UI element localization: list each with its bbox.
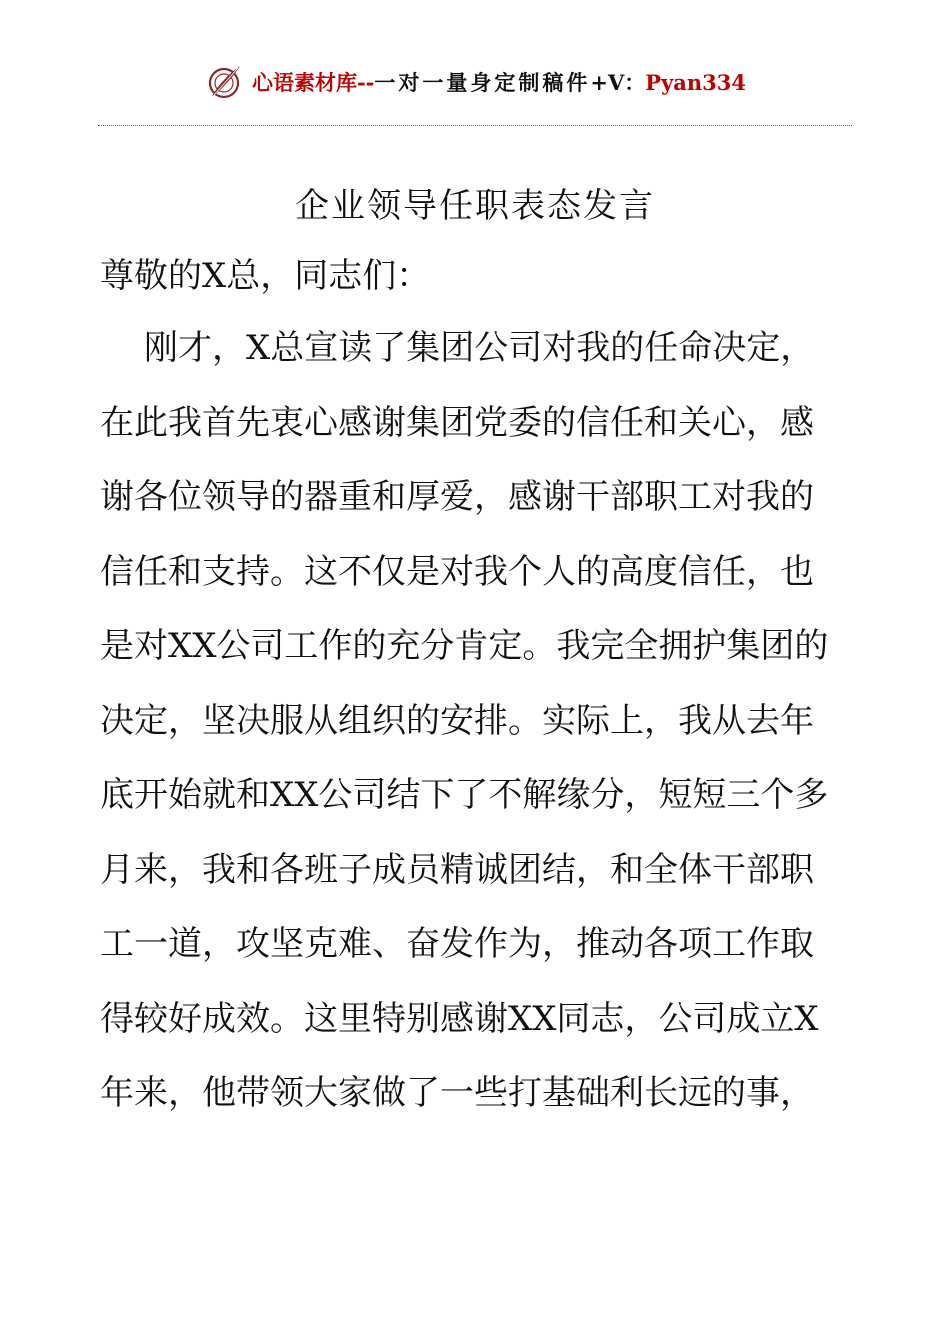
- body-paragraph: [100, 320, 860, 1140]
- body-line: 年来，他带领大家做了一些打基础利长远的事，: [100, 1073, 814, 1113]
- body-line: 决定，坚决服从组织的安排。实际上，我从去年: [100, 700, 814, 741]
- body-line: 信任和支持。这不仅是对我个人的高度信任，也: [100, 551, 814, 592]
- body-line: 是对XX公司工作的充分肯定。我完全拥护集团的: [100, 626, 829, 666]
- header-slogan: 一对一量身定制稿件: [374, 69, 591, 95]
- brand-name: 心语素材库: [251, 69, 357, 95]
- body-line: 得较好成效。这里特别感谢XX同志，公司成立X: [100, 998, 819, 1039]
- quill-pen-logo-icon: [204, 62, 244, 102]
- body-line: 在此我首先衷心感谢集团党委的信任和关心，感: [100, 402, 814, 443]
- contact-label: +V：: [590, 69, 646, 95]
- body-line: 谢各位领导的器重和厚爱，感谢干部职工对我的: [100, 477, 814, 517]
- salutation: 尊敬的X总，同志们：: [100, 256, 431, 296]
- header-divider: [98, 125, 852, 126]
- body-line: 刚才，X总宣读了集团公司对我的任命决定，: [144, 328, 815, 368]
- contact-id: Pyan334: [645, 69, 747, 95]
- document-title: 企业领导任职表态发言: [295, 186, 655, 226]
- page-header: [98, 56, 852, 108]
- body-line: 底开始就和XX公司结下了不解缘分，短短三个多: [100, 775, 829, 815]
- body-line: 工一道，攻坚克难、奋发作为，推动各项工作取: [100, 924, 814, 964]
- header-banner: [251, 69, 747, 95]
- header-separator: --: [356, 69, 375, 95]
- body-line: 月来，我和各班子成员精诚团结，和全体干部职: [100, 849, 814, 890]
